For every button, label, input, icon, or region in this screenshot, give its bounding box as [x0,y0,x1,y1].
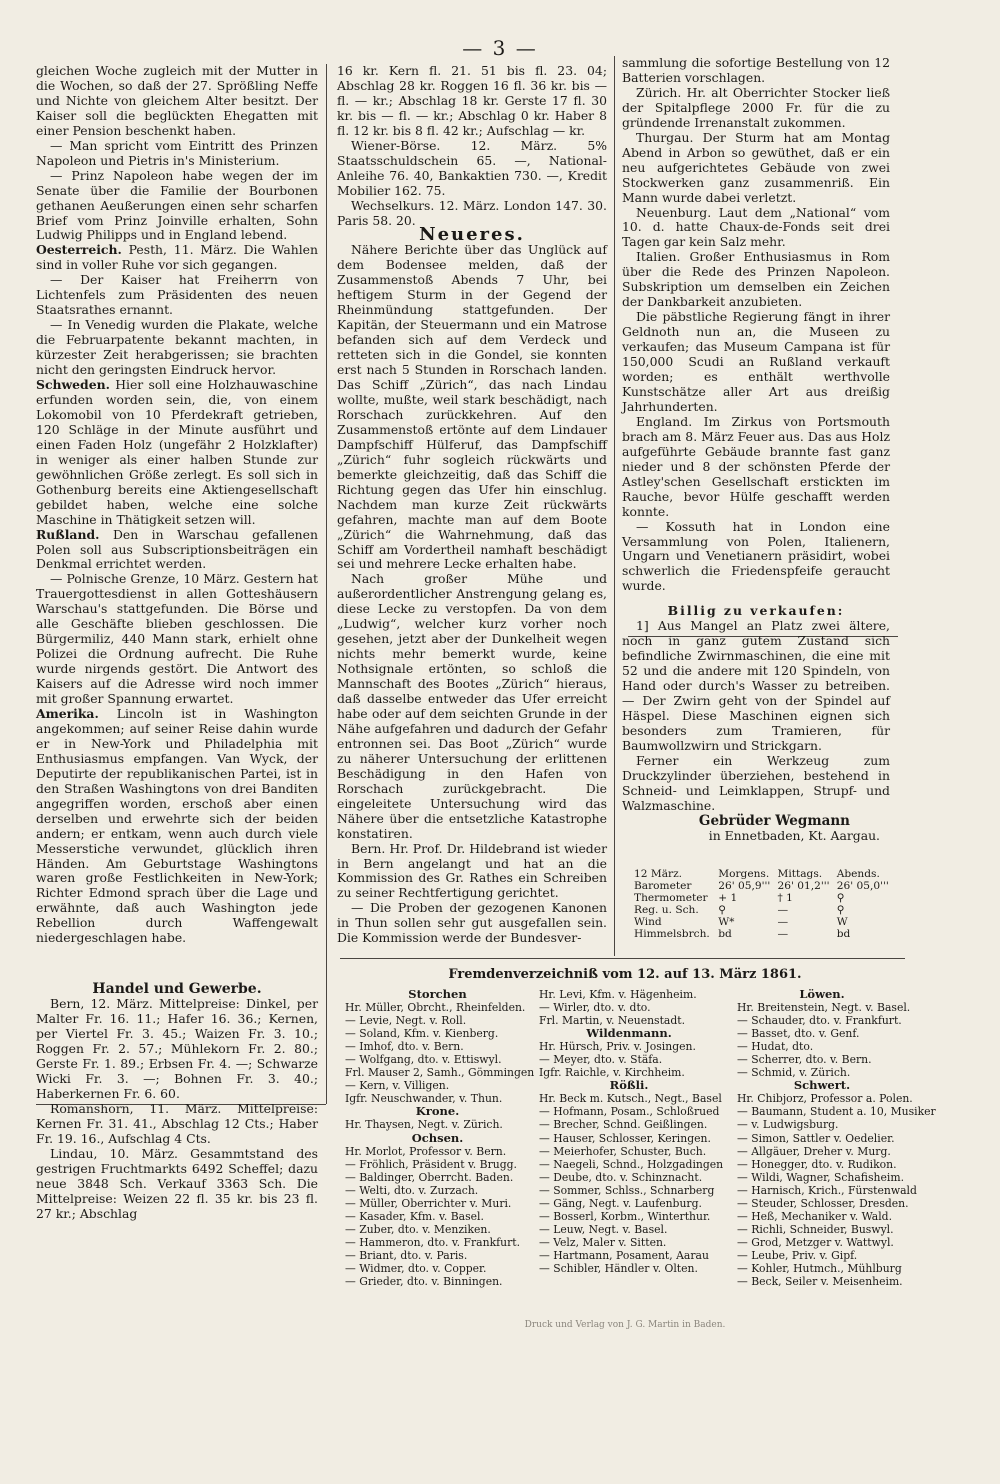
guest-entry: — Meierhofer, Schuster, Buch. [539,1144,707,1158]
column-rule-2 [614,56,615,956]
weather-label: Himmelsbrch. [634,928,710,940]
guest-entry: Frl. Martin, v. Neuenstadt. [539,1014,686,1028]
article-text: — Kossuth hat in London eine Versammlung von Polen, Italienern, Ungarn und Venetianern präsidirt, wobei schwerlich die Friedenspfeife geraucht wurde. [622,518,890,594]
fremden-title: Fremdenverzeichniß vom 12. auf 13. März 1861. [448,967,802,982]
article-text: Neuenburg. Laut dem „National“ vom 10. d. hatte Chaux-de-Fonds seit drei Tagen gar kein Salz mehr. [622,204,890,250]
weather-value: W* [718,916,735,928]
hotel-name: Schwert. [793,1078,851,1093]
guest-entry: — Welti, dto. v. Zurzach. [345,1183,479,1197]
guest-entry: — Imhof, dto. v. Bern. [345,1040,464,1054]
weather-value: ⚲ [836,904,845,916]
article-text: — In Venedig wurden die Plakate, welche die Februarpatente bekannt machten, in kürzester Zeit herabgerissen; sie brachten nicht den geringsten Eindruck hervor. [36,317,318,378]
article-text: Nach großer Mühe und außerordentlicher Anstrengung gelang es, diese Lecke zu verstopfen. Da von dem „Ludwig“, welcher kurz vorher noch gesehen, jetzt aber der Dunkelheit wegen nichts mehr bemerkt wurde, keine Nothsignale ertönten, so schloß die Mannschaft des Bootes „Zürich“ hieraus, daß dasselbe entweder das Ufer erreicht habe oder auf dem seichten Grunde in der Nähe aufgefahren und dadurch der Gefahr entronnen sei. Das Boot „Zürich“ wurde zu näherer Untersuchung der erlittenen Beschädigung in den Hafen von Rorschach zurückgebracht. Die eingeleitete Untersuchung wird das Nähere über die entsetzliche Katastrophe konstatiren. [337,571,607,841]
hotel-name: Rößli. [609,1078,649,1093]
article-text: Nähere Berichte über das Unglück auf dem Bodensee melden, daß der Zusammenstoß Abends 7 Uhr, bei heftigem Sturm in der Gegend der Rheinmündung stattgefunden. Der Kapitän, der Steuermann und ein Matrose befanden sich auf dem Verdeck und retteten sich in die Gondel, sie konnten erst nach 5 Stunden in Rorschach landen. Das Schiff „Zürich“, das nach Lindau wollte, mußte, weil stark beschädigt, nach Rorschach zurückkehren. Auf den Zusammenstoß ertönte auf dem Lindauer Dampfschiff Hülferuf, das Dampfschiff „Zürich“ fuhr sogleich rückwärts und bemerkte gleichzeitig, daß das Schiff die Richtung gegen das Ufer hin einschlug. Nachdem man kurze Zeit rückwärts gefahren, machte man auf dem Boote „Zürich“ die Wahrnehmung, daß das Schiff am Vordertheil namhaft beschädigt sei und mehrere Lecke erhalten habe. [337,242,607,572]
fremden-col-right [737,987,936,1289]
weather-value: 26' 01,2''' [777,880,830,892]
article-text: — Man spricht vom Eintritt des Prinzen Napoleon und Pietris in's Ministerium. [36,137,318,168]
hotel-name: Wildenmann. [586,1026,672,1041]
weather-value: W [836,916,848,928]
guest-entry: — Deube, dto. v. Schinznacht. [539,1170,703,1184]
ad-heading: Billig zu verkaufen: [667,603,845,619]
article-text: — Polnische Grenze, 10 März. Gestern hat Trauergottesdienst in allen Gotteshäusern Warschau's stattgefunden. Die Börse und alle Geschäfte blieben geschlossen. Die Bürgermiliz, 440 Mann stark, erhielt ohne Polizei die Ordnung aufrecht. Die Ruhe wurde nirgends gestört. Die Antwort des Kaisers auf die Adresse wird noch immer mit großer Spannung erwartet. [36,571,318,707]
column-rule-1 [326,64,327,1104]
hotel-name: Storchen [408,987,467,1001]
guest-entry: Hr. Thaysen, Negt. v. Zürich. [345,1118,503,1132]
guest-entry: — Bosserl, Korbm., Winterthur. [539,1209,711,1223]
article-text: Bern. Hr. Prof. Dr. Hildebrand ist wieder in Bern angelangt und hat an die Kommission des Gr. Rathes ein Schreiben zu seiner Rechtfertigung gerichtet. [337,840,607,901]
weather-col: Morgens. [718,868,770,880]
article-text: Pesth, 11. März. Die Wahlen sind in voller Ruhe vor sich gegangen. [36,242,318,273]
article-text: — Die Proben der gezogenen Kanonen in Thun sollen sehr gut ausgefallen sein. Die Kommission werde der Bundesver- [337,900,607,946]
page-number: — 3 — [462,36,538,60]
guest-entry: — Leube, Priv. v. Gipf. [737,1248,858,1262]
guest-entry: — Basset, dto. v. Genf. [737,1027,860,1041]
weather-col: Abends. [836,868,880,880]
ad-text: 1] Aus Mangel an Platz zwei ältere, noch in ganz gutem Zustand sich befindliche Zwirnmaschinen, die eine mit 52 und die andere mit 120 Spindeln, von Hand oder durch's Wasser zu betreiben. — Der Zwirn geht von der Spindel auf Häspel. Diese Maschinen eignen sich besonders zum Tramieren, für Baumwollzwirn und Strickgarn. [622,618,890,753]
article-text: gleichen Woche zugleich mit der Mutter in die Wochen, so daß der 27. Sprößling Neffe und Nichte von gleichem Alter besitzt. Der Kaiser soll die beglückten Ehegatten mit einer Pension beschenkt haben. [36,63,318,138]
guest-entry: Frl. Mauser 2, Samh., Gömmingen [345,1066,535,1080]
weather-value: 26' 05,0''' [836,880,889,892]
guest-entry: — Levie, Negt. v. Roll. [345,1014,467,1028]
guest-entry: — Allgäuer, Dreher v. Murg. [737,1144,891,1158]
guest-entry: Igfr. Neuschwander, v. Thun. [345,1092,503,1106]
hotel-name: Ochsen. [411,1130,464,1145]
guest-entry: — Baldinger, Oberrcht. Baden. [345,1170,514,1184]
ad-location: in Ennetbaden, Kt. Aargau. [708,827,880,843]
hotel-name: Löwen. [799,987,845,1001]
guest-entry: — Schauder, dto. v. Frankfurt. [737,1014,902,1028]
article-text: Die päbstliche Regierung fängt in ihrer Geldnoth nun an, die Museen zu verkaufen; das Museum Campana ist für 150,000 Scudi an Rußland verkauft worden; es enthält werthvolle Kunstschätze aller Art aus dreißig Jahrhunderten. [622,309,890,414]
section-heading: Rußland. [36,526,100,542]
wechsel-text: Wechselkurs. 12. März. London 147. 30. Paris 58. 20. [337,197,607,228]
weather-value: ⚲ [718,904,727,916]
column-3 [622,56,890,844]
boerse-text: Wiener-Börse. 12. März. 5% Staatsschuldschein 65. —, National-Anleihe 76. 40, Bankaktien 730. —, Kredit Mobilier 162. 75. [337,137,607,198]
guest-entry: — Grieder, dto. v. Binningen. [345,1275,503,1289]
guest-entry: — Hofmann, Posam., Schloßrued [539,1105,720,1119]
weather-value: † 1 [777,892,793,904]
guest-entry: — Brecher, Schnd. Geißlingen. [539,1118,708,1132]
guest-entry: — Hartmann, Posament, Aarau [539,1248,709,1262]
market-text: Romanshorn, 11. März. Mittelpreise: Kernen Fr. 31. 41., Abschlag 12 Cts.; Haber Fr. 19. 16., Aufschlag 4 Cts. [36,1100,318,1146]
article-text: — Prinz Napoleon habe wegen der im Senate über die Familie der Bourbonen gethanen Aeußerungen einen sehr scharfen Brief vom Prinz Joinville erhalten, Sohn Ludwig Philipps und in England lebend. [36,167,318,243]
guest-entry: — Velz, Maler v. Sitten. [539,1235,667,1249]
guest-entry: — Richli, Schneider, Buswyl. [737,1222,894,1236]
article-text: Thurgau. Der Sturm hat am Montag Abend in Arbon so gewüthet, daß er ein neu aufgerichtetes Gebäude von zwei Stockwerken ganz zusammenriß. Ein Mann wurde dabei verletzt. [622,129,890,205]
guest-entry: — Leuw, Negt. v. Basel. [539,1222,668,1236]
guest-entry: Igfr. Raichle, v. Kirchheim. [539,1066,685,1080]
guest-entry: Hr. Morlot, Professor v. Bern. [345,1144,507,1158]
guest-entry: — Kern, v. Villigen. [345,1079,450,1093]
section-heading: Oesterreich. [36,242,122,258]
guest-entry: — Gäng, Negt. v. Laufenburg. [539,1196,702,1210]
guest-entry: — Heß, Mechaniker v. Wald. [737,1209,892,1223]
guest-entry: Hr. Chibjorz, Professor a. Polen. [737,1092,913,1106]
neueres-heading: Neueres. [419,224,525,246]
guest-entry: — Hudat, dto. [737,1040,814,1054]
column-2 [337,64,607,946]
guest-entry: — Soland, Kfm. v. Kienberg. [345,1027,499,1041]
guest-entry: — Wirler, dto. v. dto. [539,1001,651,1015]
ad-signature: Gebrüder Wegmann [698,812,850,829]
fremden-col-middle [539,988,724,1275]
guest-entry: — Scherrer, dto. v. Bern. [737,1053,872,1067]
article-text: Italien. Großer Enthusiasmus in Rom über die Rede des Prinzen Napoleon. Subskription um demselben ein Zeichen der Dankbarkeit anzubieten. [622,249,890,310]
guest-entry: — Müller, Oberrichter v. Muri. [345,1196,512,1210]
guest-entry: — Wolfgang, dto. v. Ettiswyl. [345,1053,502,1067]
article-text: Zürich. Hr. alt Oberrichter Stocker ließ der Spitalpflege 2000 Fr. für die zu gründende Irrenanstalt zukommen. [622,84,890,130]
guest-entry: Hr. Müller, Obrcht., Rheinfelden. [345,1001,526,1015]
weather-label: Barometer [634,880,692,892]
guest-entry: — Baumann, Student a. 10, Musiker [737,1105,936,1119]
weather-table [632,868,894,940]
fremden-col-left [345,987,535,1289]
section-heading: Amerika. [36,705,99,721]
guest-entry: — Kohler, Hutmch., Mühlburg [737,1261,902,1275]
weather-value: bd [718,928,732,940]
guest-entry: — v. Ludwigsburg. [737,1118,839,1132]
market-text: Lindau, 10. März. Gesammtstand des gestrigen Fruchtmarkts 6492 Scheffel; dazu neue 3848 Sch. Verkauf 3363 Sch. Die Mittelpreise: Weizen 22 fl. 35 kr. bis 23 fl. 27 kr.; Abschlag [36,1145,318,1221]
guest-entry: — Fröhlich, Präsident v. Brugg. [345,1157,517,1171]
weather-value: bd [836,928,851,940]
guest-entry: — Naegeli, Schnd., Holzgadingen [539,1157,724,1171]
weather-value: ⚲ [836,892,845,904]
guest-entry: Hr. Hürsch, Priv. v. Josingen. [539,1040,696,1054]
guest-entry: Hr. Levi, Kfm. v. Hägenheim. [539,988,697,1001]
column-1 [36,64,318,1221]
weather-label: Reg. u. Sch. [634,904,699,916]
guest-entry: — Schibler, Händler v. Olten. [539,1261,698,1275]
weather-value: — [777,928,789,940]
guest-entry: — Steuder, Schlosser, Dresden. [737,1196,909,1210]
weather-value: 26' 05,9''' [718,880,771,892]
article-text: — Der Kaiser hat Freiherrn von Lichtenfels zum Präsidenten des neuen Staatsrathes ernannt. [36,272,318,318]
fremden-list [345,967,936,1289]
guest-entry: — Wildi, Wagner, Schafisheim. [737,1170,905,1184]
guest-entry: — Honegger, dto. v. Rudikon. [737,1157,897,1171]
guest-entry: — Beck, Seiler v. Meisenheim. [737,1275,903,1289]
article-text: Hier soll eine Holzhauwaschine erfunden worden sein, die, von einem Lokomobil von 10 Pferdekraft getrieben, 120 Schläge in der Minute ausführt und einen Faden Holz (ungefähr 2 Holzklafter) in weniger als einer halben Stunde zur gewöhnlichen Größe zerlegt. Es soll sich in Gothenburg bereits eine Aktiengesellschaft gebildet haben, welche eine solche Maschine in Thätigkeit setzen will. [36,377,318,527]
article-text: Lincoln ist in Washington angekommen; auf seiner Reise dahin wurde er in New-York und Philadelphia mit Enthusiasmus empfangen. Van Wyck, der Deputirte der republikanischen Partei, ist in den Straßen Washingtons von drei Banditen angegriffen worden, erschoß aber einen derselben und erwehrte sich der beiden andern; er entkam, wenn auch durch viele Messerstiche verwundet, glücklich ihren Händen. Am Geburtstage Washingtons waren große Festlichkeiten in New-York; Richter Edmond sprach über die Lage und erwähnte, daß auch Washington jede Rebellion durch Waffengewalt niedergeschlagen habe. [36,705,318,946]
guest-entry: Hr. Breitenstein, Negt. v. Basel. [737,1001,911,1015]
weather-label: Wind [634,916,662,928]
article-text: sammlung die sofortige Bestellung von 12 Batterien vorschlagen. [622,55,890,85]
market-text: Bern, 12. März. Mittelpreise: Dinkel, per Malter Fr. 16. 11.; Hafer 16. 36.; Kernen, per Viertel Fr. 3. 45.; Waizen Fr. 3. 10.; Roggen Fr. 2. 57.; Mühlekorn Fr. 2. 80.; Gerste Fr. 1. 89.; Erbsen Fr. 4. —; Schwarze Wicki Fr. 3. —; Bohnen Fr. 3. 40.; Haberkernen Fr. 6. 60. [36,996,318,1101]
handel-heading: Handel und Gewerbe. [92,981,262,998]
guest-entry: — Zuber, dto. v. Menziken. [345,1222,491,1236]
hotel-name: Krone. [415,1104,460,1119]
weather-value: + 1 [718,892,738,904]
guest-entry: — Widmer, dto. v. Copper. [345,1261,487,1275]
article-text: England. Im Zirkus von Portsmouth brach am 8. März Feuer aus. Das aus Holz aufgeführte Gebäude brannte fast ganz nieder und 8 der schönsten Pferde der Astley'schen Gesellschaft erstickten im Rauche, bevor Hülfe geschafft werden konnte. [622,413,890,519]
guest-entry: — Hauser, Schlosser, Keringen. [539,1131,711,1145]
imprint-text: Druck und Verlag von J. G. Martin in Baden. [524,1320,726,1330]
guest-entry: — Kasader, Kfm. v. Basel. [345,1209,484,1223]
article-text: Den in Warschau gefallenen Polen soll aus Subscriptionsbeiträgen ein Denkmal errichtet werden. [36,526,318,572]
guest-entry: — Briant, dto. v. Paris. [345,1248,468,1262]
guest-entry: — Schmid, v. Zürich. [737,1066,851,1080]
weather-value: — [777,916,789,928]
guest-entry: — Simon, Sattler v. Oedelier. [737,1131,895,1145]
weather-date: 12 März. [634,868,683,880]
guest-entry: — Harnisch, Krich., Fürstenwald [737,1183,917,1197]
guest-entry: — Meyer, dto. v. Stäfa. [539,1053,663,1067]
weather-label: Thermometer [634,892,708,904]
fremden-rule [340,958,905,959]
weather-value: — [777,904,789,916]
guest-entry: — Grod, Metzger v. Wattwyl. [737,1235,894,1249]
guest-entry: — Hammeron, dto. v. Frankfurt. [345,1235,521,1249]
weather-col: Mittags. [777,868,823,880]
ad-text: Ferner ein Werkzeug zum Druckzylinder überziehen, bestehend in Schneid- und Leimklappen, Strupf- und Walzmaschine. [622,752,890,813]
section-heading: Schweden. [36,377,110,393]
guest-entry: Hr. Beck m. Kutsch., Negt., Basel [539,1092,722,1106]
guest-entry: — Sommer, Schlss., Schnarberg [539,1183,715,1197]
market-text: 16 kr. Kern fl. 21. 51 bis fl. 23. 04; Abschlag 28 kr. Roggen 16 fl. 36 kr. bis — fl. — kr.; Abschlag 18 kr. Gerste 17 fl. 30 kr. bis — fl. — kr.; Abschlag 0 kr. Haber 8 fl. 12 kr. bis 8 fl. 42 kr.; Aufschlag — kr. [337,63,607,138]
